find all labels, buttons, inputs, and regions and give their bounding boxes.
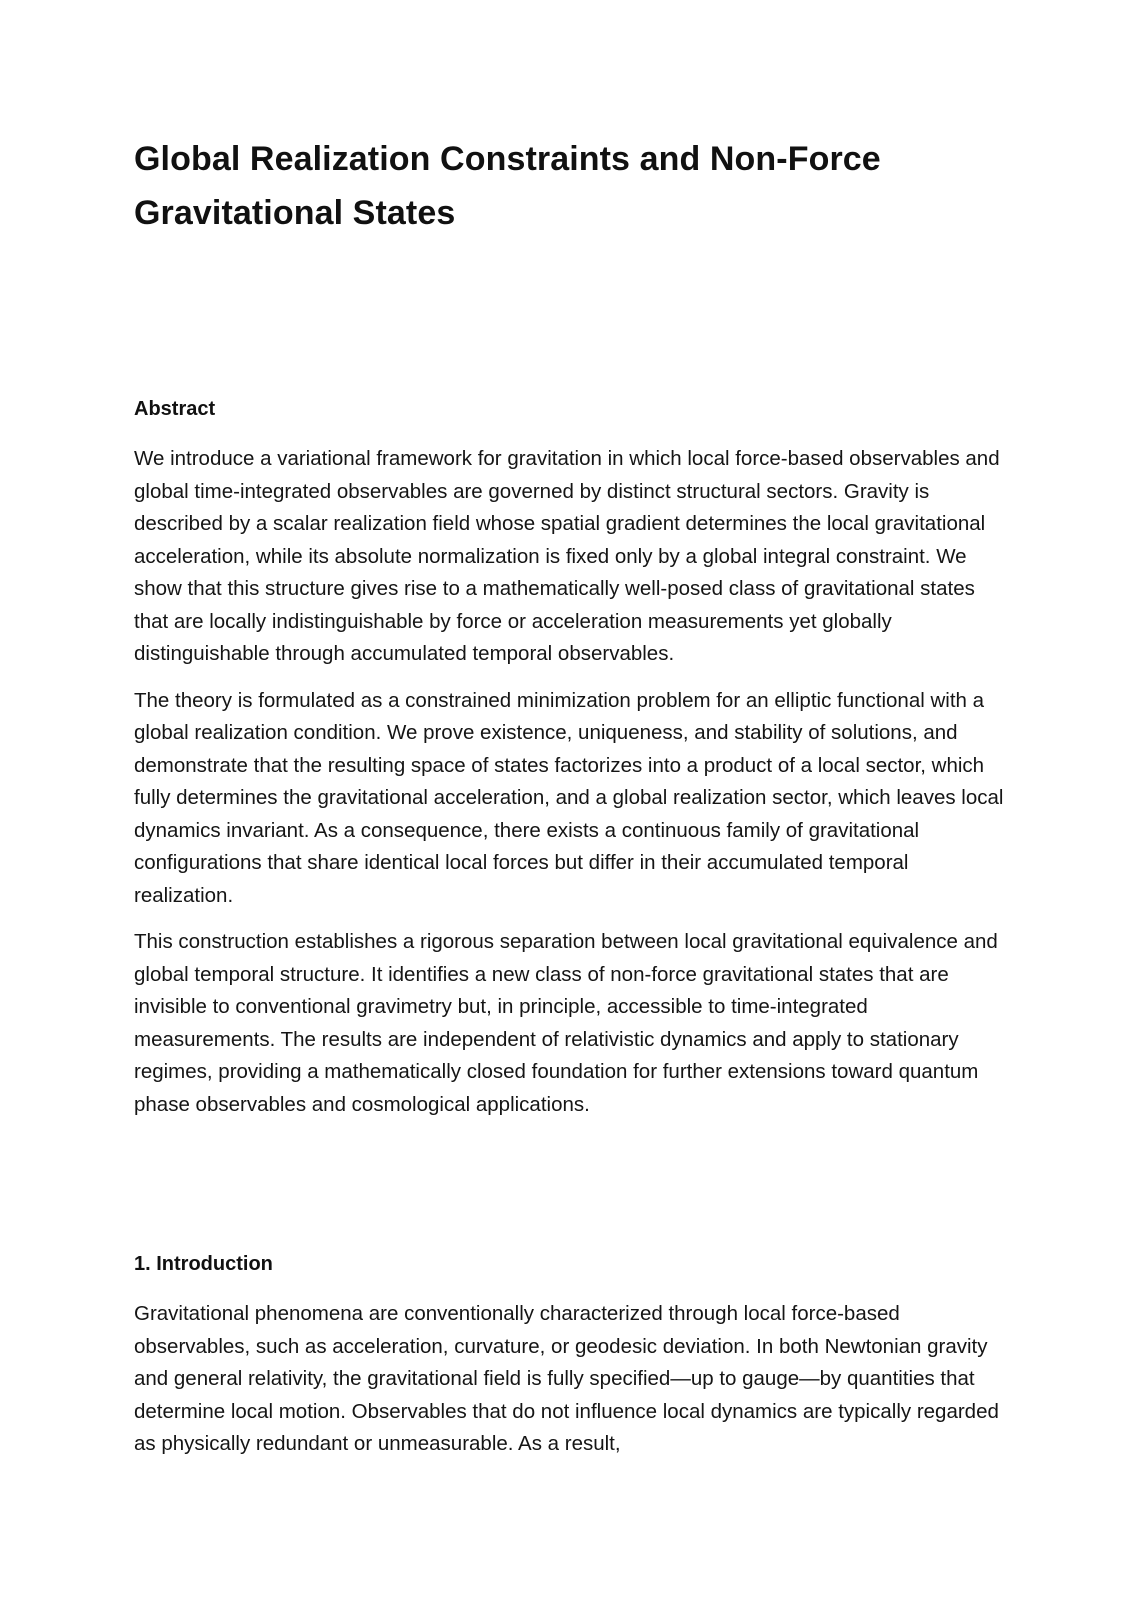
abstract-heading: Abstract xyxy=(134,398,216,420)
introduction-paragraph-1: Gravitational phenomena are conventionally characterized through local force-based observables, such as acceleration, curvature, or geodesic deviation. In both Newtonian gravity and general relativity, the gravitational field is fully specified—up to gauge—by quantities that determine local motion. Observables that do not influence local dynamics are typically regarded as physically redundant or unmeasurable. As a result, xyxy=(134,1302,999,1455)
introduction-body xyxy=(134,1298,1004,1475)
paper-title: Global Realization Constraints and Non-Force Gravitational States xyxy=(134,140,881,232)
introduction-heading: 1. Introduction xyxy=(134,1253,273,1275)
abstract-paragraph-2: The theory is formulated as a constrained minimization problem for an elliptic functional with a global realization condition. We prove existence, uniqueness, and stability of solutions, and demonstrate that the resulting space of states factorizes into a product of a local sector, which fully determines the gravitational acceleration, and a global realization sector, which leaves local dynamics invariant. As a consequence, there exists a continuous family of gravitational configurations that share identical local forces but differ in their accumulated temporal realization. xyxy=(134,688,1004,907)
abstract-paragraph-1: We introduce a variational framework for gravitation in which local force-based observables and global time-integrated observables are governed by distinct structural sectors. Gravity is described by a scalar realization field whose spatial gradient determines the local gravitational acceleration, while its absolute normalization is fixed only by a global integral constraint. We show that this structure gives rise to a mathematically well-posed class of gravitational states that are locally indistinguishable by force or acceleration measurements yet globally distinguishable through accumulated temporal observables. xyxy=(134,447,1000,665)
abstract-body xyxy=(134,443,1004,1135)
abstract-paragraph-3: This construction establishes a rigorous separation between local gravitational equivalence and global temporal structure. It identifies a new class of non-force gravitational states that are invisible to conventional gravimetry but, in principle, accessible to time-integrated measurements. The results are independent of relativistic dynamics and apply to stationary regimes, providing a mathematically closed foundation for further extensions toward quantum phase observables and cosmological applications. xyxy=(134,930,998,1116)
